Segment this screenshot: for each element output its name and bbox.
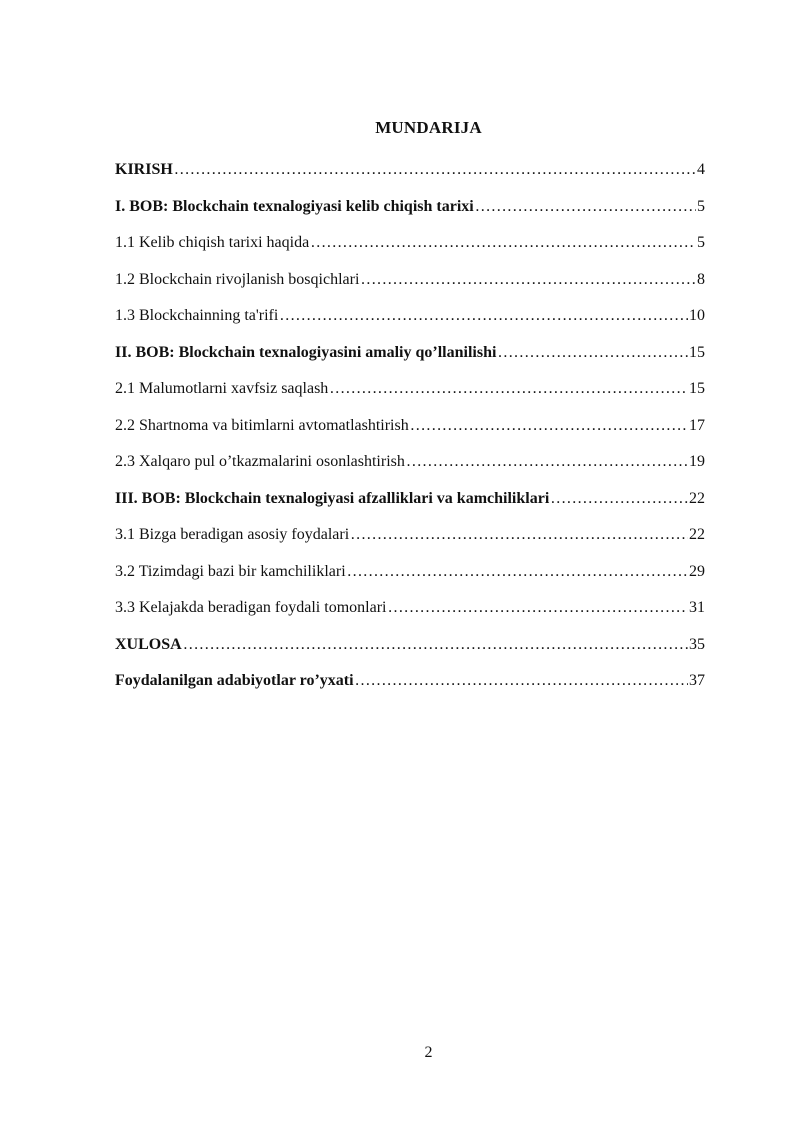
toc-entry-chapter-1 bbox=[115, 189, 705, 226]
toc-entry-1-3 bbox=[115, 298, 705, 335]
toc-dot-leader bbox=[183, 636, 688, 654]
toc-entry-2-1 bbox=[115, 371, 705, 408]
toc-dot-leader bbox=[347, 563, 688, 581]
page-title: MUNDARIJA bbox=[375, 118, 482, 137]
toc-entry-kirish bbox=[115, 152, 705, 189]
toc-dot-leader bbox=[550, 490, 688, 508]
toc-dot-leader bbox=[497, 344, 688, 362]
toc-dot-leader bbox=[410, 417, 688, 435]
toc-entry-label: XULOSA bbox=[115, 635, 182, 653]
page-number: 2 bbox=[424, 1044, 433, 1061]
toc-entry-references bbox=[115, 663, 705, 700]
toc-entry-2-2 bbox=[115, 408, 705, 445]
toc-entry-label: I. BOB: Blockchain texnalogiyasi kelib chiqish tarixi bbox=[115, 197, 474, 215]
toc-entry-label: 3.2 Tizimdagi bazi bir kamchiliklari bbox=[115, 562, 346, 580]
toc-entry-chapter-3 bbox=[115, 481, 705, 518]
toc-dot-leader bbox=[475, 198, 696, 216]
toc-dot-leader bbox=[350, 526, 688, 544]
toc-entry-page: 15 bbox=[689, 343, 705, 361]
toc-entry-page: 17 bbox=[689, 416, 705, 434]
toc-entry-page: 10 bbox=[689, 307, 705, 325]
toc-entry-page: 19 bbox=[689, 453, 705, 471]
toc-entry-label: Foydalanilgan adabiyotlar ro’yxati bbox=[115, 672, 354, 690]
toc-entry-label: 2.2 Shartnoma va bitimlarni avtomatlashtirish bbox=[115, 416, 409, 434]
toc-entry-page: 22 bbox=[689, 526, 705, 544]
toc-entry-page: 31 bbox=[689, 599, 705, 617]
table-of-contents bbox=[115, 152, 705, 700]
toc-entry-3-2 bbox=[115, 554, 705, 591]
toc-dot-leader bbox=[174, 161, 696, 179]
toc-entry-page: 4 bbox=[697, 161, 705, 179]
toc-entry-page: 8 bbox=[697, 270, 705, 288]
toc-entry-label: II. BOB: Blockchain texnalogiyasini amaliy qo’llanilishi bbox=[115, 343, 497, 361]
toc-dot-leader bbox=[329, 380, 688, 398]
toc-entry-page: 35 bbox=[689, 635, 705, 653]
toc-entry-3-1 bbox=[115, 517, 705, 554]
toc-entry-label: 2.3 Xalqaro pul o’tkazmalarini osonlashtirish bbox=[115, 453, 405, 471]
toc-entry-2-3 bbox=[115, 444, 705, 481]
toc-entry-3-3 bbox=[115, 590, 705, 627]
toc-entry-label: 1.1 Kelib chiqish tarixi haqida bbox=[115, 234, 310, 252]
toc-entry-page: 15 bbox=[689, 380, 705, 398]
toc-entry-label: III. BOB: Blockchain texnalogiyasi afzalliklari va kamchiliklari bbox=[115, 489, 550, 507]
toc-entry-label: 1.3 Blockchainning ta'rifi bbox=[115, 307, 279, 325]
toc-entry-label: 3.1 Bizga beradigan asosiy foydalari bbox=[115, 526, 350, 544]
toc-dot-leader bbox=[279, 307, 688, 325]
toc-dot-leader bbox=[406, 453, 688, 471]
toc-entry-1-1 bbox=[115, 225, 705, 262]
toc-entry-page: 22 bbox=[689, 489, 705, 507]
toc-entry-1-2 bbox=[115, 262, 705, 299]
toc-entry-label: 1.2 Blockchain rivojlanish bosqichlari bbox=[115, 270, 360, 288]
toc-dot-leader bbox=[387, 599, 688, 617]
toc-entry-page: 29 bbox=[689, 562, 705, 580]
toc-entry-xulosa bbox=[115, 627, 705, 664]
toc-dot-leader bbox=[310, 234, 696, 252]
toc-entry-page: 5 bbox=[697, 197, 705, 215]
toc-entry-label: KIRISH bbox=[115, 161, 173, 179]
toc-entry-label: 2.1 Malumotlarni xavfsiz saqlash bbox=[115, 380, 329, 398]
toc-entry-label: 3.3 Kelajakda beradigan foydali tomonlari bbox=[115, 599, 387, 617]
toc-entry-chapter-2 bbox=[115, 335, 705, 372]
toc-entry-page: 37 bbox=[689, 672, 705, 690]
toc-entry-page: 5 bbox=[697, 234, 705, 252]
toc-dot-leader bbox=[355, 672, 688, 690]
toc-dot-leader bbox=[360, 271, 696, 289]
